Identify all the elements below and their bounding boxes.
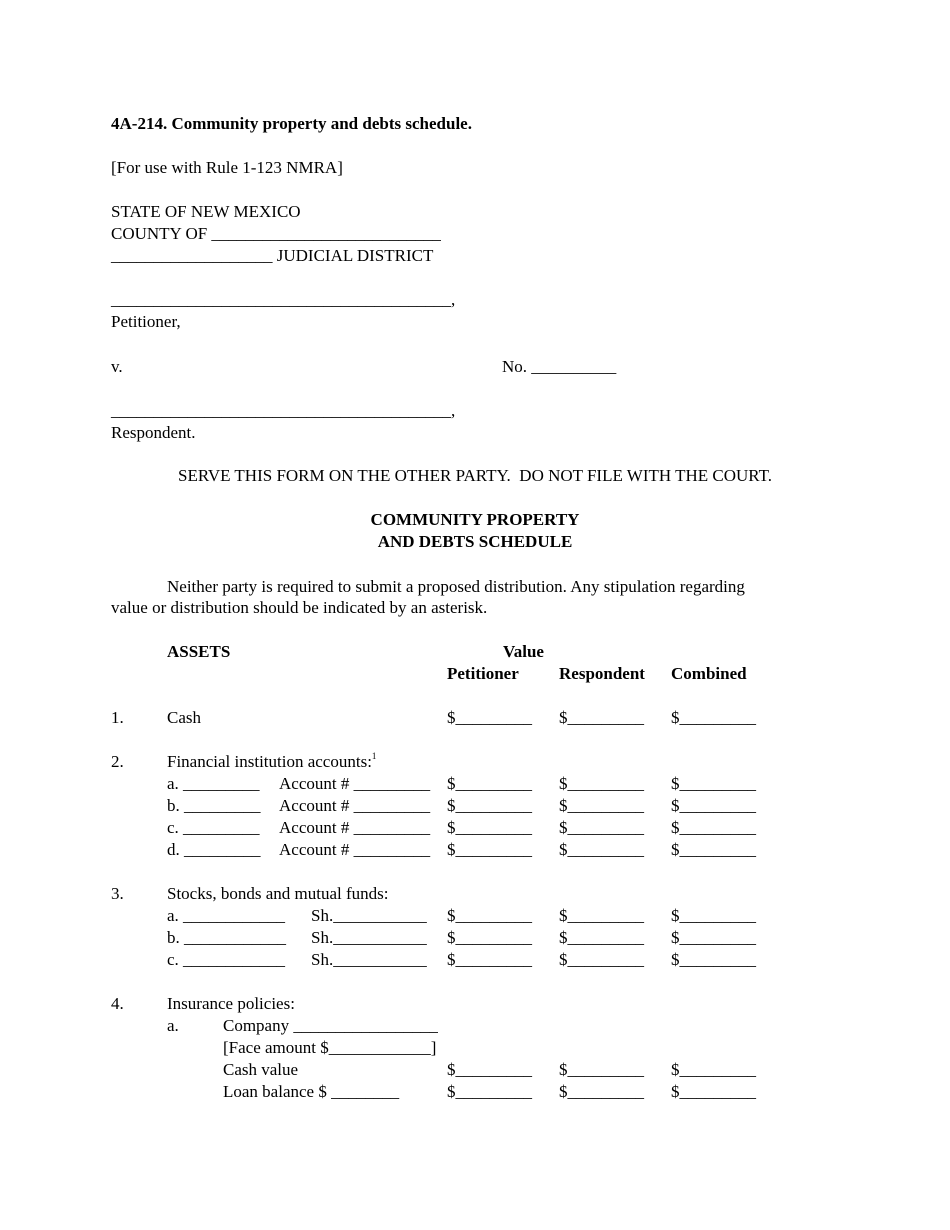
combined-value-field[interactable]: $_________: [671, 708, 756, 727]
petitioner-value-field[interactable]: $_________: [447, 818, 532, 837]
respondent-column-heading: Respondent: [559, 664, 645, 683]
insurance-label: Insurance policies:: [167, 994, 295, 1013]
petitioner-value-field[interactable]: $_________: [447, 796, 532, 815]
account-number-field[interactable]: Account # _________: [279, 774, 431, 793]
cash-label: Cash: [167, 708, 201, 727]
petitioner-value-field[interactable]: $_________: [447, 906, 532, 925]
combined-value-field[interactable]: $_________: [671, 818, 756, 837]
respondent-value-field[interactable]: $_________: [559, 774, 644, 793]
cash-value-label: Cash value: [223, 1060, 299, 1079]
combined-value-field[interactable]: $_________: [671, 796, 756, 815]
petitioner-value-field[interactable]: $_________: [447, 1082, 532, 1101]
account-name-field[interactable]: b. _________: [167, 796, 261, 815]
account-name-field[interactable]: a. _________: [167, 774, 260, 793]
petitioner-label: Petitioner,: [111, 312, 181, 331]
account-number-field[interactable]: Account # _________: [279, 796, 431, 815]
item-number: 1.: [111, 708, 124, 727]
value-heading: Value: [503, 642, 544, 661]
combined-value-field[interactable]: $_________: [671, 950, 756, 969]
respondent-value-field[interactable]: $_________: [559, 950, 644, 969]
financial-accounts-label: Financial institution accounts:$^1$: [167, 751, 377, 771]
form-title: 4A-214. Community property and debts schedule.: [111, 114, 472, 133]
schedule-title-line2: AND DEBTS SCHEDULE: [377, 532, 573, 551]
schedule-title-line1: COMMUNITY PROPERTY: [370, 510, 580, 529]
account-name-field[interactable]: c. _________: [167, 818, 260, 837]
respondent-value-field[interactable]: $_________: [559, 796, 644, 815]
petitioner-value-field[interactable]: $_________: [447, 928, 532, 947]
respondent-name-line: ________________________________________,: [111, 401, 456, 420]
shares-field[interactable]: Sh.___________: [311, 950, 427, 969]
item-number: 3.: [111, 884, 124, 903]
combined-column-heading: Combined: [671, 664, 747, 683]
shares-field[interactable]: Sh.___________: [311, 928, 427, 947]
respondent-value-field[interactable]: $_________: [559, 840, 644, 859]
combined-value-field[interactable]: $_________: [671, 840, 756, 859]
account-number-field[interactable]: Account # _________: [279, 840, 431, 859]
respondent-value-field[interactable]: $_________: [559, 928, 644, 947]
item-number: 2.: [111, 752, 124, 771]
assets-heading: ASSETS: [167, 642, 231, 661]
petitioner-name-line: ________________________________________,: [111, 290, 456, 309]
security-name-field[interactable]: a. ____________: [167, 906, 286, 925]
respondent-value-field[interactable]: $_________: [559, 906, 644, 925]
versus-label: v.: [111, 357, 123, 376]
insurance-company-field[interactable]: Company _________________: [223, 1016, 438, 1035]
rule-note: [For use with Rule 1-123 NMRA]: [111, 158, 343, 177]
loan-balance-field[interactable]: Loan balance $ ________: [223, 1082, 400, 1101]
petitioner-value-field[interactable]: $_________: [447, 774, 532, 793]
petitioner-value-field[interactable]: $_________: [447, 840, 532, 859]
account-name-field[interactable]: d. _________: [167, 840, 261, 859]
insurance-sub-letter: a.: [167, 1016, 179, 1035]
combined-value-field[interactable]: $_________: [671, 928, 756, 947]
service-notice: SERVE THIS FORM ON THE OTHER PARTY. DO NOT FILE WITH THE COURT.: [178, 466, 772, 485]
security-name-field[interactable]: b. ____________: [167, 928, 286, 947]
face-amount-field[interactable]: [Face amount $____________]: [223, 1038, 437, 1057]
petitioner-value-field[interactable]: $_________: [447, 708, 532, 727]
combined-value-field[interactable]: $_________: [671, 1082, 756, 1101]
combined-value-field[interactable]: $_________: [671, 774, 756, 793]
district-line: ___________________ JUDICIAL DISTRICT: [111, 246, 434, 265]
respondent-value-field[interactable]: $_________: [559, 1082, 644, 1101]
footnote-marker: 1: [371, 751, 377, 761]
item-number: 4.: [111, 994, 124, 1013]
intro-line1: Neither party is required to submit a proposed distribution. Any stipulation regarding: [167, 577, 745, 596]
respondent-value-field[interactable]: $_________: [559, 818, 644, 837]
petitioner-value-field[interactable]: $_________: [447, 1060, 532, 1079]
security-name-field[interactable]: c. ____________: [167, 950, 286, 969]
respondent-label: Respondent.: [111, 423, 196, 442]
case-number-line: No. __________: [502, 357, 617, 376]
combined-value-field[interactable]: $_________: [671, 1060, 756, 1079]
account-number-field[interactable]: Account # _________: [279, 818, 431, 837]
petitioner-column-heading: Petitioner: [447, 664, 519, 683]
shares-field[interactable]: Sh.___________: [311, 906, 427, 925]
combined-value-field[interactable]: $_________: [671, 906, 756, 925]
petitioner-value-field[interactable]: $_________: [447, 950, 532, 969]
respondent-value-field[interactable]: $_________: [559, 1060, 644, 1079]
respondent-value-field[interactable]: $_________: [559, 708, 644, 727]
county-line: COUNTY OF ___________________________: [111, 224, 441, 243]
state-line: STATE OF NEW MEXICO: [111, 202, 301, 221]
intro-line2: value or distribution should be indicated by an asterisk.: [111, 598, 488, 617]
stocks-label: Stocks, bonds and mutual funds:: [167, 884, 389, 903]
